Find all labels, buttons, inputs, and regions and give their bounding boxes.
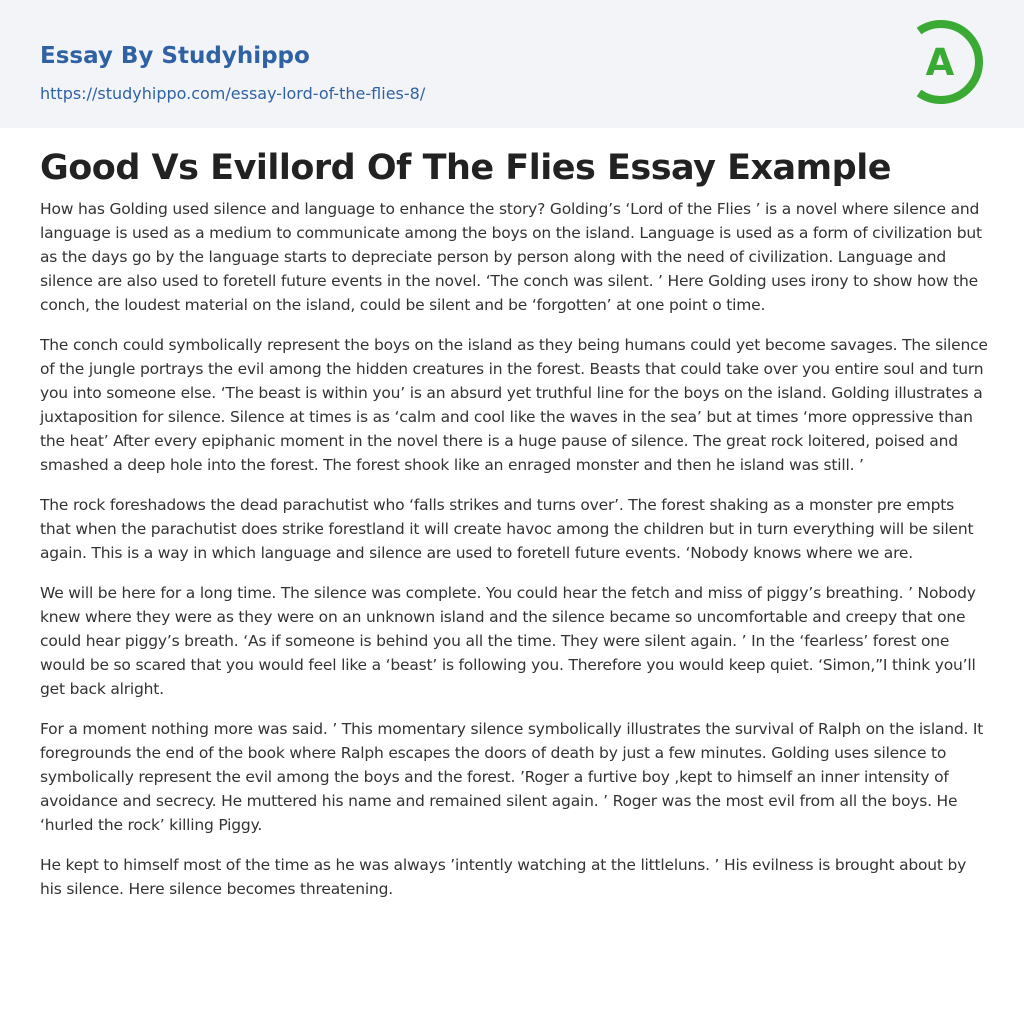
studyhippo-logo-icon[interactable] (907, 17, 991, 107)
article-paragraph-1: How has Golding used silence and language to enhance the story? Golding’s ‘Lord of the Flies ’ is a novel where silence and language is used as a medium to communicate among the boys on the island. Language is used as a form of civilization but as the days go by the language starts to depreciate person by person along with the need of civilization. Language and silence are also used to foretell future events in the novel. ‘The conch was silent. ’ Here Golding uses irony to show how the conch, the loudest material on the island, could be silent and be ‘forgotten’ at one point o time. (40, 200, 982, 314)
article-paragraph-6: He kept to himself most of the time as he was always ’intently watching at the littleluns. ’ His evilness is brought about by his silence. Here silence becomes threatening. (40, 856, 967, 898)
logo-letter: A (925, 41, 955, 84)
article-paragraph-5: For a moment nothing more was said. ’ This momentary silence symbolically illustrates the survival of Ralph on the island. It foregrounds the end of the book where Ralph escapes the doors of death by just a few minutes. Golding uses silence to symbolically represent the evil among the boys and the forest. ’Roger a furtive boy ,kept to himself an inner intensity of avoidance and secrecy. He muttered his name and remained silent again. ’ Roger was the most evil from all the boys. He ‘hurled the rock’ killing Piggy. (40, 720, 984, 834)
article-paragraph-2: The conch could symbolically represent the boys on the island as they being humans could yet become savages. The silence of the jungle portrays the evil among the hidden creatures in the forest. Beasts that could take over you entire soul and turn you into someone else. ‘The beast is within you’ is an absurd yet truthful line for the boys on the island. Golding illustrates a juxtaposition for silence. Silence at times is as ‘calm and cool like the waves in the sea’ but at times ‘more oppressive than the heat’ After every epiphanic moment in the novel there is a huge pause of silence. The great rock loitered, poised and smashed a deep hole into the forest. The forest shook like an enraged monster and then he island was still. ’ (40, 336, 988, 474)
site-header (0, 0, 1024, 128)
article-paragraph-3: The rock foreshadows the dead parachutist who ‘falls strikes and turns over’. The forest shaking as a monster pre empts that when the parachutist does strike forestland it will create havoc among the children but in turn everything will be silent again. This is a way in which language and silence are used to foretell future events. ‘Nobody knows where we are. (40, 496, 974, 562)
article-paragraph-4: We will be here for a long time. The silence was complete. You could hear the fetch and miss of piggy’s breathing. ’ Nobody knew where they were as they were on an unknown island and the silence became so uncomfortable and creepy that one could hear piggy’s breath. ‘As if someone is behind you all the time. They were silent again. ’ In the ‘fearless’ forest one would be so scared that you would feel like a ‘beast’ is following you. Therefore you would keep quiet. ‘Simon,”I think you’ll get back alright. (40, 584, 976, 698)
page-title: Good Vs Evillord Of The Flies Essay Example (40, 148, 891, 188)
page-url-link[interactable]: https://studyhippo.com/essay-lord-of-the-flies-8/ (40, 84, 426, 103)
article (40, 142, 988, 917)
site-title[interactable]: Essay By Studyhippo (40, 43, 310, 69)
